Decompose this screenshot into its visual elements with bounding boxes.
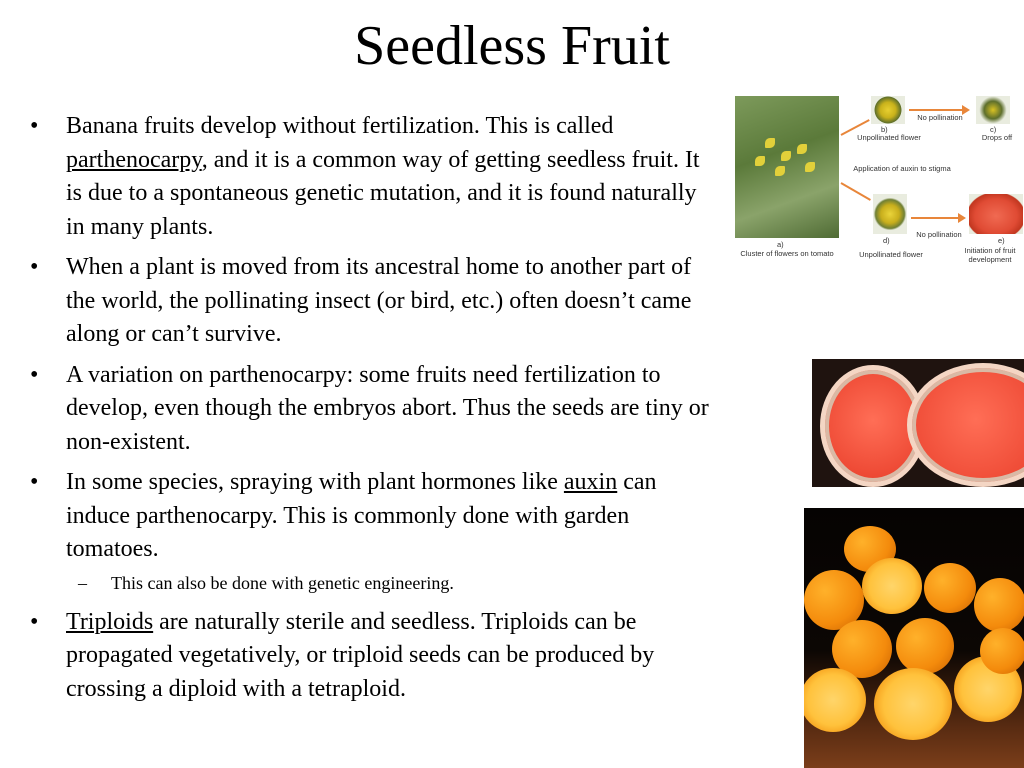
bullet-text: When a plant is moved from its ancestral home to another part of the world, the pollinating insect (or bird, etc.) often doesn’t came along or can’t survive.: [66, 254, 692, 347]
no-pollination-label-1: No pollination: [917, 113, 963, 122]
seedless-oranges-photo: [804, 508, 1024, 768]
sub-bullet-text: This can also be done with genetic engineering.: [111, 572, 454, 593]
dropped-flower-c-image: [976, 96, 1010, 124]
caption-e: Initiation of fruit development: [964, 246, 1016, 264]
bullet-text: , and it is a common way of getting seedless fruit. It is due to a spontaneous genetic mutation, and it is found naturally in many plants.: [66, 146, 700, 240]
slide-title: Seedless Fruit: [354, 15, 670, 77]
bullet-glyph: •: [30, 608, 39, 635]
label-a: a): [777, 240, 784, 249]
bullet-text: In some species, spraying with plant hormones like: [66, 469, 564, 495]
bullet-glyph: •: [30, 254, 39, 280]
developing-fruit-e-image: [969, 194, 1023, 234]
parthenocarpy-link[interactable]: parthenocarpy: [66, 146, 202, 173]
triploids-link[interactable]: Triploids: [66, 608, 154, 635]
label-e: e): [998, 236, 1005, 245]
bullet-glyph: •: [30, 361, 39, 388]
bullet-glyph: •: [30, 469, 39, 495]
bullet-text: A variation on parthenocarpy: some fruits need fertilization to develop, even though the embryos abort. Thus the seeds are tiny or non-existent.: [66, 361, 709, 455]
unpollinated-flower-d-image: [873, 194, 907, 234]
bullet-parthenocarpy: [28, 110, 718, 244]
sub-bullet-genetic-engineering: [28, 571, 718, 596]
unpollinated-flower-b-image: [871, 96, 905, 124]
bullet-text: can induce parthenocarpy. This is commonly done with garden tomatoes.: [66, 469, 657, 562]
label-b: b): [881, 125, 888, 134]
no-pollination-label-2: No pollination: [916, 230, 962, 239]
bullet-text: Banana fruits develop without fertilization. This is called: [66, 113, 614, 139]
bullet-auxin: [28, 466, 718, 567]
tomato-flower-cluster-photo: [735, 96, 839, 238]
bullet-list: [28, 110, 718, 713]
caption-d: Unpollinated flower: [859, 250, 923, 259]
tomato-parthenocarpy-diagram: [733, 94, 1024, 274]
caption-b: Unpollinated flower: [857, 133, 921, 142]
label-d: d): [883, 236, 890, 245]
bullet-glyph: •: [30, 113, 39, 139]
caption-a: Cluster of flowers on tomato: [740, 249, 834, 258]
bullet-ancestral-home: [28, 251, 718, 352]
bullet-variation: [28, 359, 718, 460]
bullet-triploids: [28, 606, 718, 707]
seedless-watermelon-photo: [812, 359, 1024, 487]
bullet-text: are naturally sterile and seedless. Triploids can be propagated vegetatively, or triploid seeds can be produced by crossing a diploid with a tetraploid.: [66, 608, 655, 702]
caption-c: Drops off: [981, 133, 1013, 142]
auxin-application-note: Application of auxin to stigma: [853, 164, 951, 173]
sub-bullet-glyph: –: [78, 572, 87, 593]
label-c: c): [990, 125, 997, 134]
auxin-link[interactable]: auxin: [563, 469, 618, 495]
